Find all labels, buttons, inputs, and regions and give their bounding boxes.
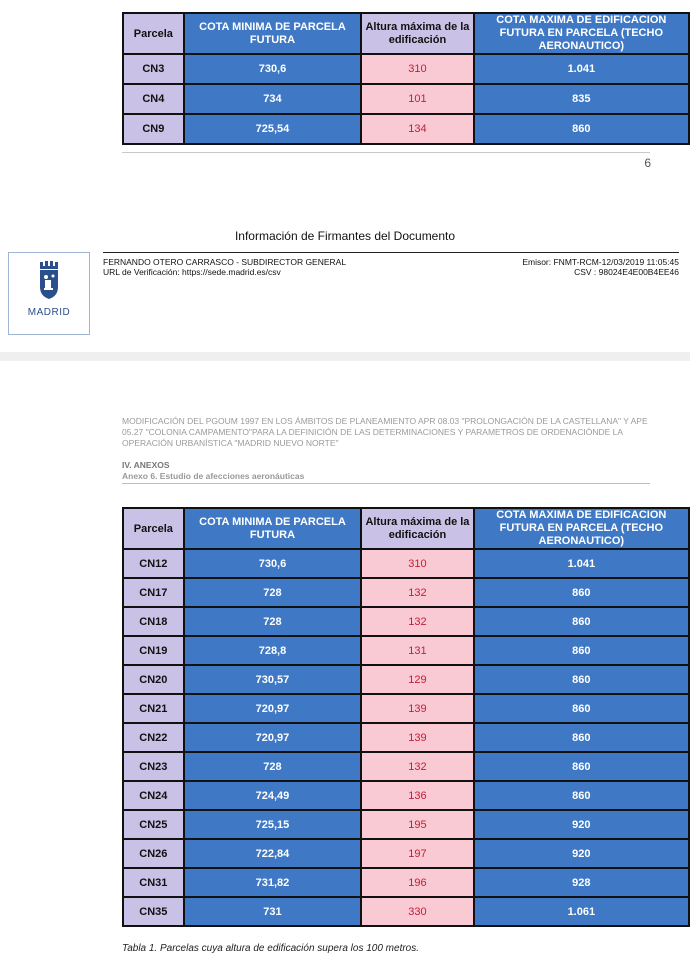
cell-cota-maxima: 860 [474, 636, 689, 665]
cell-altura-maxima: 197 [361, 839, 473, 868]
cell-cota-minima: 731 [184, 897, 362, 926]
cell-parcela: CN19 [123, 636, 184, 665]
table-row [123, 636, 689, 665]
cell-altura-maxima: 139 [361, 723, 473, 752]
table-header-row [123, 508, 689, 549]
header-altura-maxima: Altura máxima de la edificación [361, 13, 473, 54]
cell-altura-maxima: 196 [361, 868, 473, 897]
table-body [123, 549, 689, 926]
page-separator-line [122, 152, 650, 153]
cell-cota-minima: 731,82 [184, 868, 362, 897]
cell-parcela: CN9 [123, 114, 184, 144]
cell-cota-minima: 728 [184, 752, 362, 781]
madrid-logo [8, 252, 90, 335]
cell-cota-minima: 728 [184, 578, 362, 607]
table-caption: Tabla 1. Parcelas cuya altura de edificación supera los 100 metros. [122, 943, 420, 954]
cell-cota-maxima: 860 [474, 752, 689, 781]
cell-parcela: CN18 [123, 607, 184, 636]
cell-cota-maxima: 1.041 [474, 54, 689, 84]
cell-cota-minima: 730,6 [184, 549, 362, 578]
table-row [123, 665, 689, 694]
cell-cota-minima: 728 [184, 607, 362, 636]
signer-info [103, 257, 346, 277]
cell-cota-maxima: 860 [474, 723, 689, 752]
verification-url[interactable]: URL de Verificación: https://sede.madrid.es/csv [103, 267, 281, 277]
cell-altura-maxima: 134 [361, 114, 473, 144]
cell-cota-minima: 722,84 [184, 839, 362, 868]
cell-altura-maxima: 310 [361, 54, 473, 84]
signature-divider [103, 252, 679, 253]
cell-parcela: CN20 [123, 665, 184, 694]
annex-subtitle: Anexo 6. Estudio de afecciones aeronáuticas [122, 471, 305, 481]
cell-parcela: CN3 [123, 54, 184, 84]
cell-parcela: CN12 [123, 549, 184, 578]
table-row [123, 607, 689, 636]
parcel-table-top [122, 12, 690, 145]
parcel-table-bottom [122, 507, 690, 927]
cell-parcela: CN23 [123, 752, 184, 781]
table-row [123, 897, 689, 926]
table-row [123, 114, 689, 144]
header-cota-minima: COTA MINIMA DE PARCELA FUTURA [184, 13, 362, 54]
cell-altura-maxima: 101 [361, 84, 473, 114]
cell-parcela: CN26 [123, 839, 184, 868]
cell-cota-minima: 720,97 [184, 694, 362, 723]
document-header: MODIFICACIÓN DEL PGOUM 1997 EN LOS ÁMBITOS DE PLANEAMIENTO APR 08.03 "PROLONGACIÓN DE LA CASTELLANA" Y APE 05.27 "COLONIA CAMPAMENTO"PARA LA DEFINICIÓN DE LAS DETERMINACIONES Y PARAMETROS DE ORDENACIÓNDE LA OPERACIÓN URBANÍSTICA "MADRID NUEVO NORTE" [122, 416, 648, 448]
cell-cota-maxima: 860 [474, 578, 689, 607]
cell-cota-maxima: 920 [474, 810, 689, 839]
issuer: Emisor: FNMT-RCM-12/03/2019 11:05:45 [522, 257, 679, 267]
cell-altura-maxima: 132 [361, 752, 473, 781]
table-row [123, 868, 689, 897]
firmantes-title: Información de Firmantes del Documento [234, 229, 456, 243]
table-row [123, 54, 689, 84]
table-row [123, 694, 689, 723]
cell-altura-maxima: 139 [361, 694, 473, 723]
cell-altura-maxima: 136 [361, 781, 473, 810]
header-parcela: Parcela [123, 13, 184, 54]
cell-cota-maxima: 920 [474, 839, 689, 868]
logo-text: MADRID [27, 307, 71, 318]
table-row [123, 578, 689, 607]
cell-parcela: CN31 [123, 868, 184, 897]
cell-cota-maxima: 928 [474, 868, 689, 897]
cell-cota-minima: 725,54 [184, 114, 362, 144]
cell-cota-minima: 734 [184, 84, 362, 114]
cell-cota-minima: 730,57 [184, 665, 362, 694]
page-number: 6 [644, 156, 651, 170]
cell-cota-maxima: 835 [474, 84, 689, 114]
cell-altura-maxima: 132 [361, 607, 473, 636]
header-cota-minima: COTA MINIMA DE PARCELA FUTURA [184, 508, 362, 549]
header-parcela: Parcela [123, 508, 184, 549]
annex-heading [122, 460, 304, 482]
cell-altura-maxima: 132 [361, 578, 473, 607]
header-altura-maxima: Altura máxima de la edificación [361, 508, 473, 549]
cell-cota-maxima: 860 [474, 114, 689, 144]
header-cota-maxima: COTA MAXIMA DE EDIFICACION FUTURA EN PARCELA (TECHO AERONAUTICO) [474, 13, 689, 54]
madrid-crest-icon [9, 253, 89, 303]
table-row [123, 810, 689, 839]
cell-cota-maxima: 1.061 [474, 897, 689, 926]
cell-parcela: CN25 [123, 810, 184, 839]
cell-altura-maxima: 310 [361, 549, 473, 578]
cell-cota-minima: 725,15 [184, 810, 362, 839]
table-row [123, 549, 689, 578]
cell-cota-maxima: 860 [474, 665, 689, 694]
cell-altura-maxima: 129 [361, 665, 473, 694]
table-body [123, 54, 689, 144]
cell-cota-maxima: 860 [474, 607, 689, 636]
signer-name: FERNANDO OTERO CARRASCO - SUBDIRECTOR GENERAL [103, 257, 347, 267]
table-header-row [123, 13, 689, 54]
cell-cota-maxima: 860 [474, 694, 689, 723]
cell-parcela: CN21 [123, 694, 184, 723]
cell-altura-maxima: 195 [361, 810, 473, 839]
table-row [123, 723, 689, 752]
page-gap [0, 352, 690, 361]
table-row [123, 781, 689, 810]
cell-altura-maxima: 330 [361, 897, 473, 926]
cell-parcela: CN35 [123, 897, 184, 926]
header-cota-maxima: COTA MAXIMA DE EDIFICACION FUTURA EN PARCELA (TECHO AERONAUTICO) [474, 508, 689, 549]
cell-parcela: CN17 [123, 578, 184, 607]
annex-title: IV. ANEXOS [122, 460, 170, 470]
cell-cota-maxima: 1.041 [474, 549, 689, 578]
csv-code: CSV : 98024E4E00B4EE46 [574, 267, 679, 277]
issuer-info [400, 257, 679, 277]
cell-cota-minima: 720,97 [184, 723, 362, 752]
cell-parcela: CN24 [123, 781, 184, 810]
table-row [123, 752, 689, 781]
table-row [123, 84, 689, 114]
cell-parcela: CN4 [123, 84, 184, 114]
cell-parcela: CN22 [123, 723, 184, 752]
annex-divider [122, 483, 650, 484]
table-row [123, 839, 689, 868]
cell-cota-minima: 724,49 [184, 781, 362, 810]
cell-cota-maxima: 860 [474, 781, 689, 810]
cell-cota-minima: 728,8 [184, 636, 362, 665]
cell-cota-minima: 730,6 [184, 54, 362, 84]
cell-altura-maxima: 131 [361, 636, 473, 665]
